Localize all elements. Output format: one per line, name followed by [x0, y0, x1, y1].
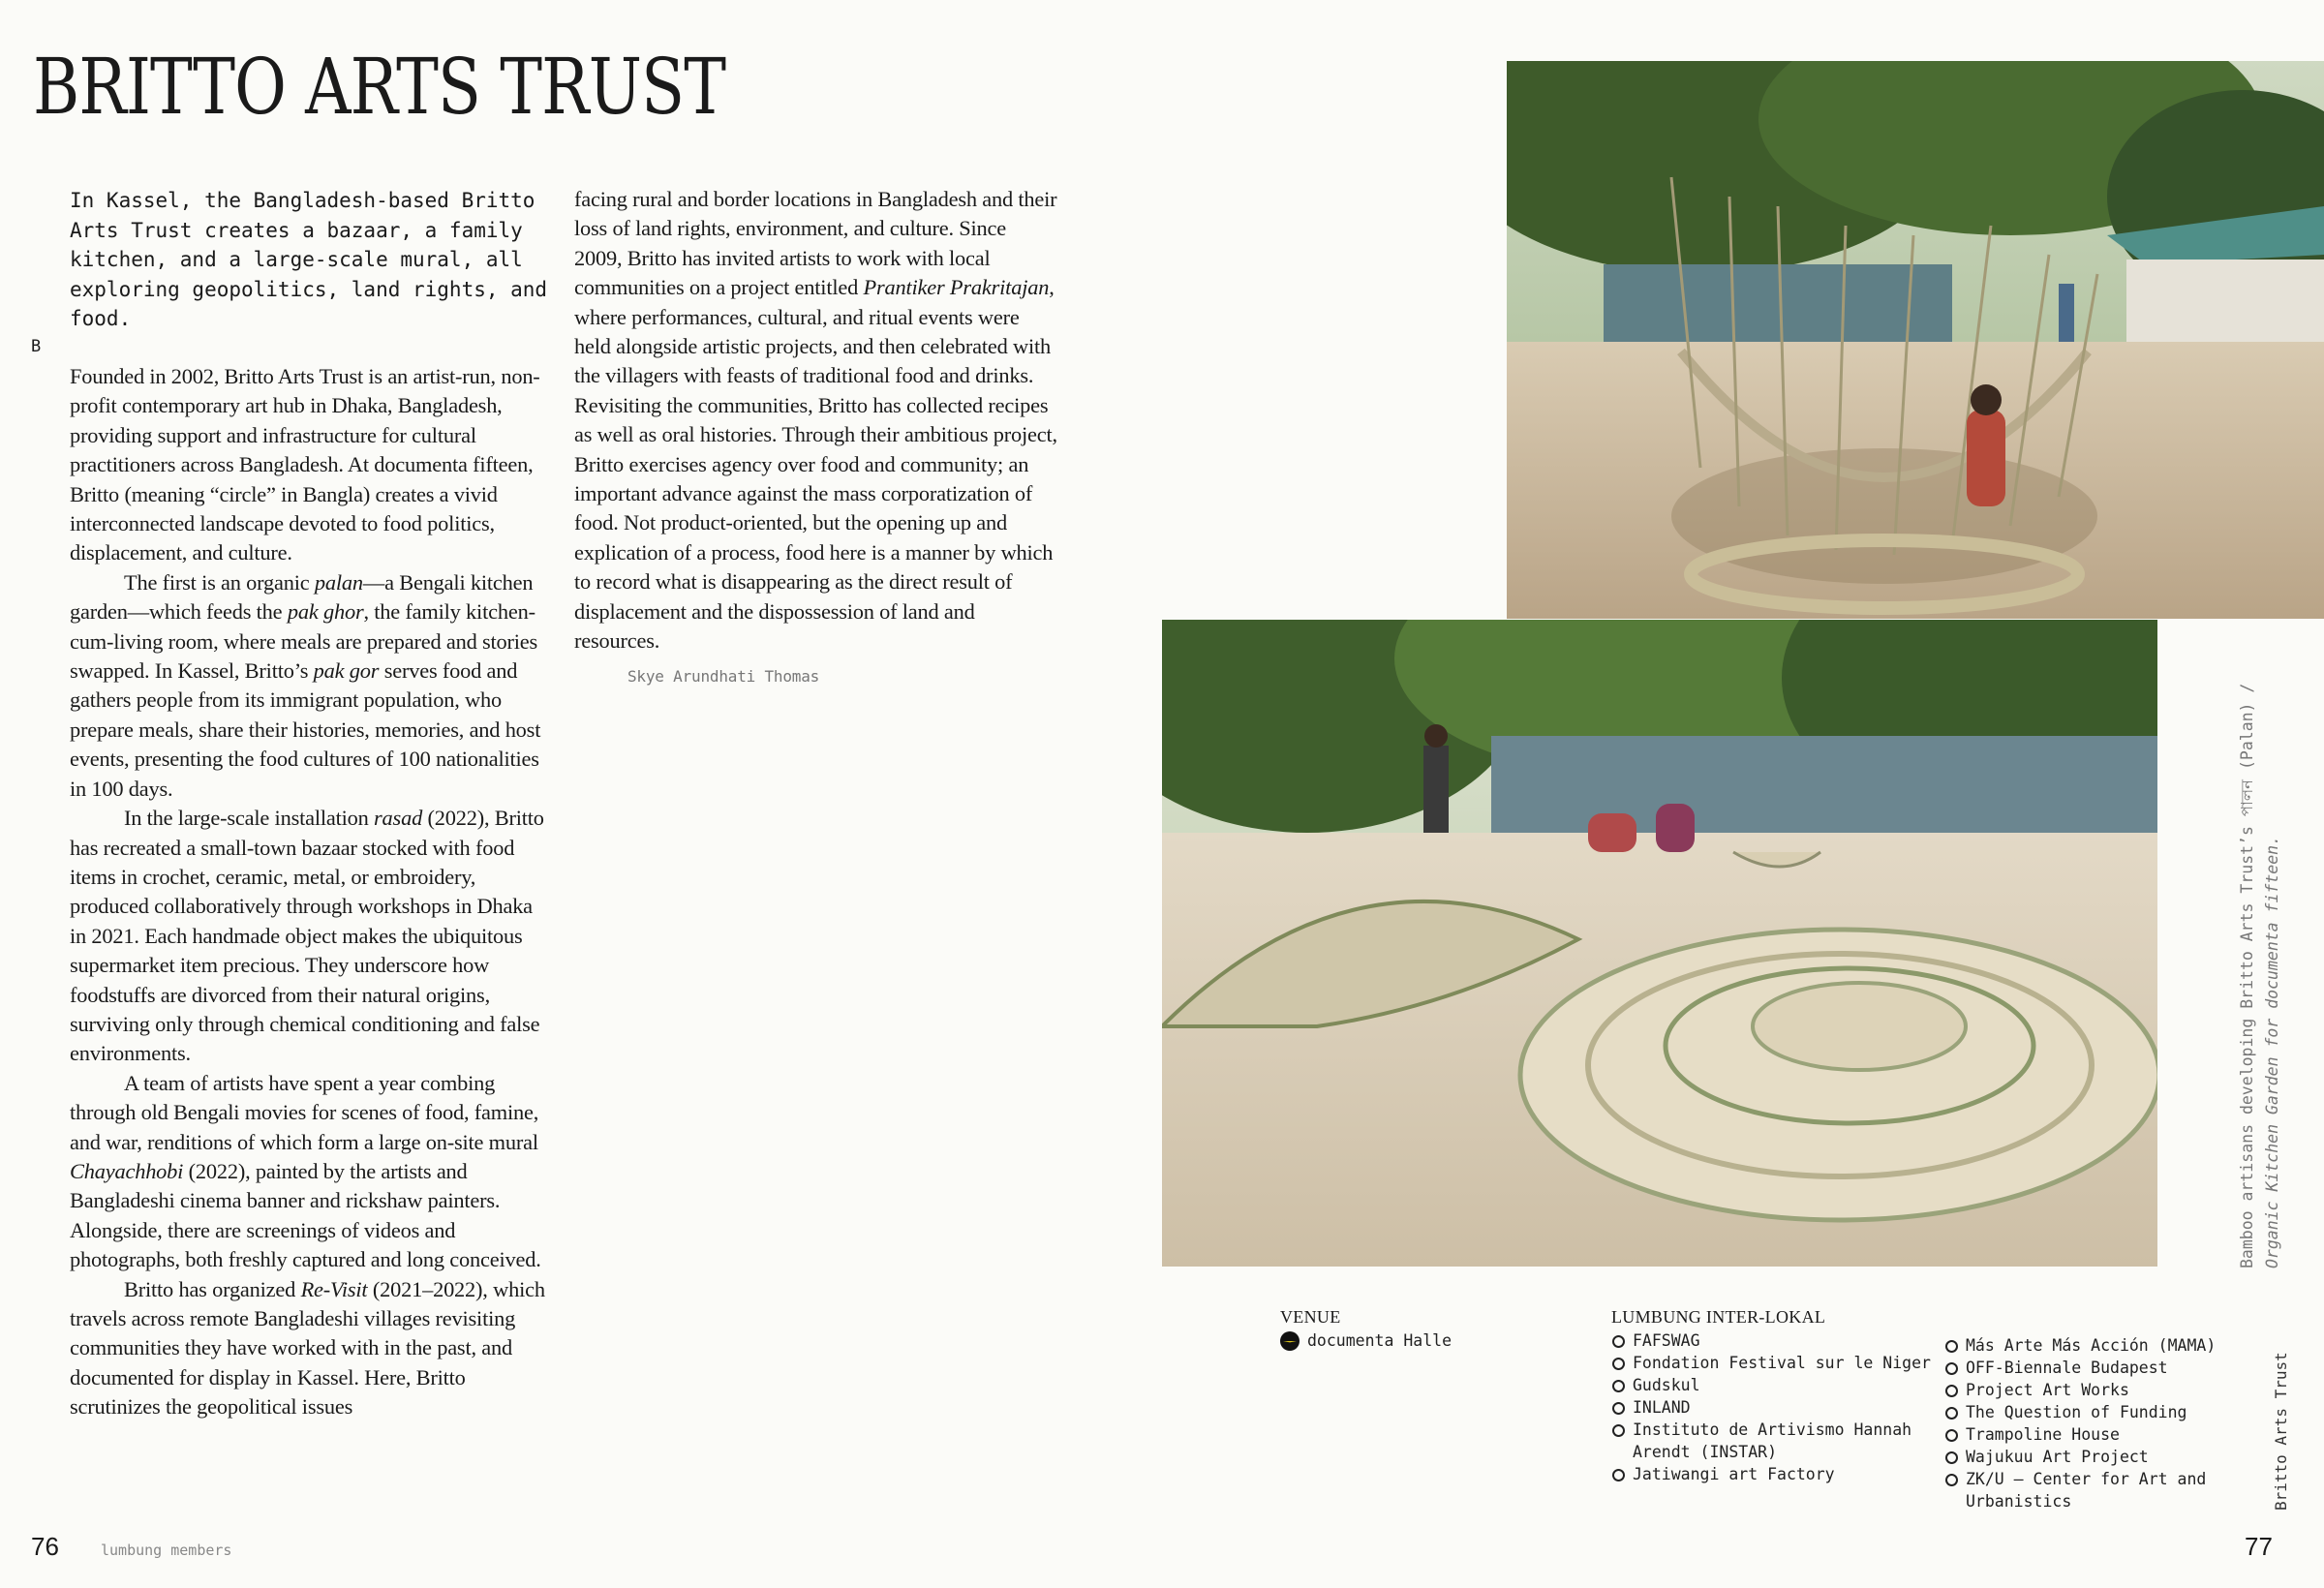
paragraph: A team of artists have spent a year combing through old Bengali movies for scenes of food, famine, and war, renditions of which form a large on-site mural Chayachhobi (2022), painted by the artists and Bangladeshi cinema banner and rickshaw painters. Alongside, there are screenings of videos and photographs, both freshly captured and long conceived. — [70, 1070, 541, 1272]
list-item: Gudskul — [1611, 1374, 1931, 1396]
paragraph: Founded in 2002, Britto Arts Trust is an artist-run, non-profit contemporary art hub in Dhaka, Bangladesh, providing support and infrastructure for cultural practitioners across Bangladesh. At documenta fifteen, Britto (meaning “circle” in Bangla) creates a vivid interconnected landscape devoted to food politics, displacement, and culture. — [70, 364, 540, 565]
venue-block — [1280, 1307, 1571, 1352]
list-item: Más Arte Más Acción (MAMA) — [1944, 1334, 2264, 1357]
list-item: Project Art Works — [1944, 1379, 2264, 1401]
venue-name: documenta Halle — [1307, 1331, 1452, 1350]
list-item: INLAND — [1611, 1396, 1931, 1419]
article-column-2 — [574, 185, 1058, 691]
paragraph: The first is an organic palan—a Bengali kitchen garden—which feeds the pak ghor, the family kitchen-cum-living room, where meals are prepared and stories swapped. In Kassel, Britto’s pak gor serves food and gathers people from its immigrant population, who prepare meals, share their histories, memories, and host events, presenting the food cultures of 100 nationalities in 100 days. — [70, 569, 541, 801]
list-item: FAFSWAG — [1611, 1329, 1931, 1352]
list-item: The Question of Funding — [1944, 1401, 2264, 1423]
list-item: Fondation Festival sur le Niger — [1611, 1352, 1931, 1374]
page-number-left: 76 — [31, 1532, 59, 1561]
page-title: BRITTO ARTS TRUST — [33, 42, 726, 132]
lumbung-list-a — [1611, 1329, 1931, 1485]
paragraph: facing rural and border locations in Bangladesh and their loss of land rights, environment, and culture. Since 2009, Britto has invited artists to work with local communities on a project entitled Prantiker Prakritajan, where performances, cultural, and ritual events were held alongside artistic projects, and then celebrated with the villagers with feasts of traditional food and drinks. Revisiting the communities, Britto has collected recipes as well as oral histories. Through their ambitious project, Britto exercises agency over food and community; an important advance against the mass corporatization of food. Not product-oriented, but the opening up and explication of a process, food here is a manner by which to record what is disappearing as the direct result of displacement and the dispossession of land and resources. — [574, 187, 1057, 654]
list-item: OFF-Biennale Budapest — [1944, 1357, 2264, 1379]
page-number-right: 77 — [2245, 1532, 2273, 1561]
list-item: ZK/U – Center for Art and Urbanistics — [1944, 1468, 2264, 1512]
list-item: Wajukuu Art Project — [1944, 1446, 2264, 1468]
lumbung-heading: LUMBUNG INTER-LOKAL — [1611, 1307, 1826, 1327]
author-credit: Skye Arundhati Thomas — [627, 666, 820, 686]
paragraph: Britto has organized Re-Visit (2021–2022), which travels across remote Bangladeshi villages revisiting communities they have worked with in the past, and documented for display in Kassel. Here, Britto scrutinizes the geopolitical issues — [70, 1276, 545, 1420]
section-mark: B — [31, 337, 42, 356]
lede-paragraph: In Kassel, the Bangladesh-based Britto Arts Trust creates a bazaar, a family kitchen, and a large-scale mural, all exploring geopolitics, land rights, and food. — [70, 189, 548, 330]
list-item: Jatiwangi art Factory — [1611, 1463, 1931, 1485]
photo-caption: Bamboo artisans developing Britto Arts Trust’s পালন (Palan) / Organic Kitchen Garden for documenta fifteen. — [2238, 683, 2281, 1268]
lumbung-block-2 — [1944, 1332, 2264, 1512]
venue-pin-icon — [1280, 1331, 1300, 1351]
photo-bamboo-basket — [1507, 61, 2324, 619]
section-footer: lumbung members — [101, 1542, 232, 1559]
lumbung-block — [1611, 1307, 1931, 1485]
list-item: Trampoline House — [1944, 1423, 2264, 1446]
lumbung-list-b — [1944, 1334, 2264, 1512]
paragraph: In the large-scale installation rasad (2022), Britto has recreated a small-town bazaar stocked with food items in crochet, ceramic, metal, or embroidery, produced collaboratively through workshops in Dhaka in 2021. Each handmade object makes the ubiquitous supermarket item precious. They underscore how foodstuffs are divorced from their natural origins, surviving only through chemical conditioning and false environments. — [70, 806, 544, 1066]
photo-woven-discs — [1162, 620, 2157, 1267]
list-item: Instituto de Artivismo Hannah Arendt (INSTAR) — [1611, 1419, 1931, 1463]
side-running-head: Britto Arts Trust — [2272, 1352, 2290, 1511]
article-column-1 — [70, 362, 554, 1422]
venue-heading: VENUE — [1280, 1307, 1341, 1327]
